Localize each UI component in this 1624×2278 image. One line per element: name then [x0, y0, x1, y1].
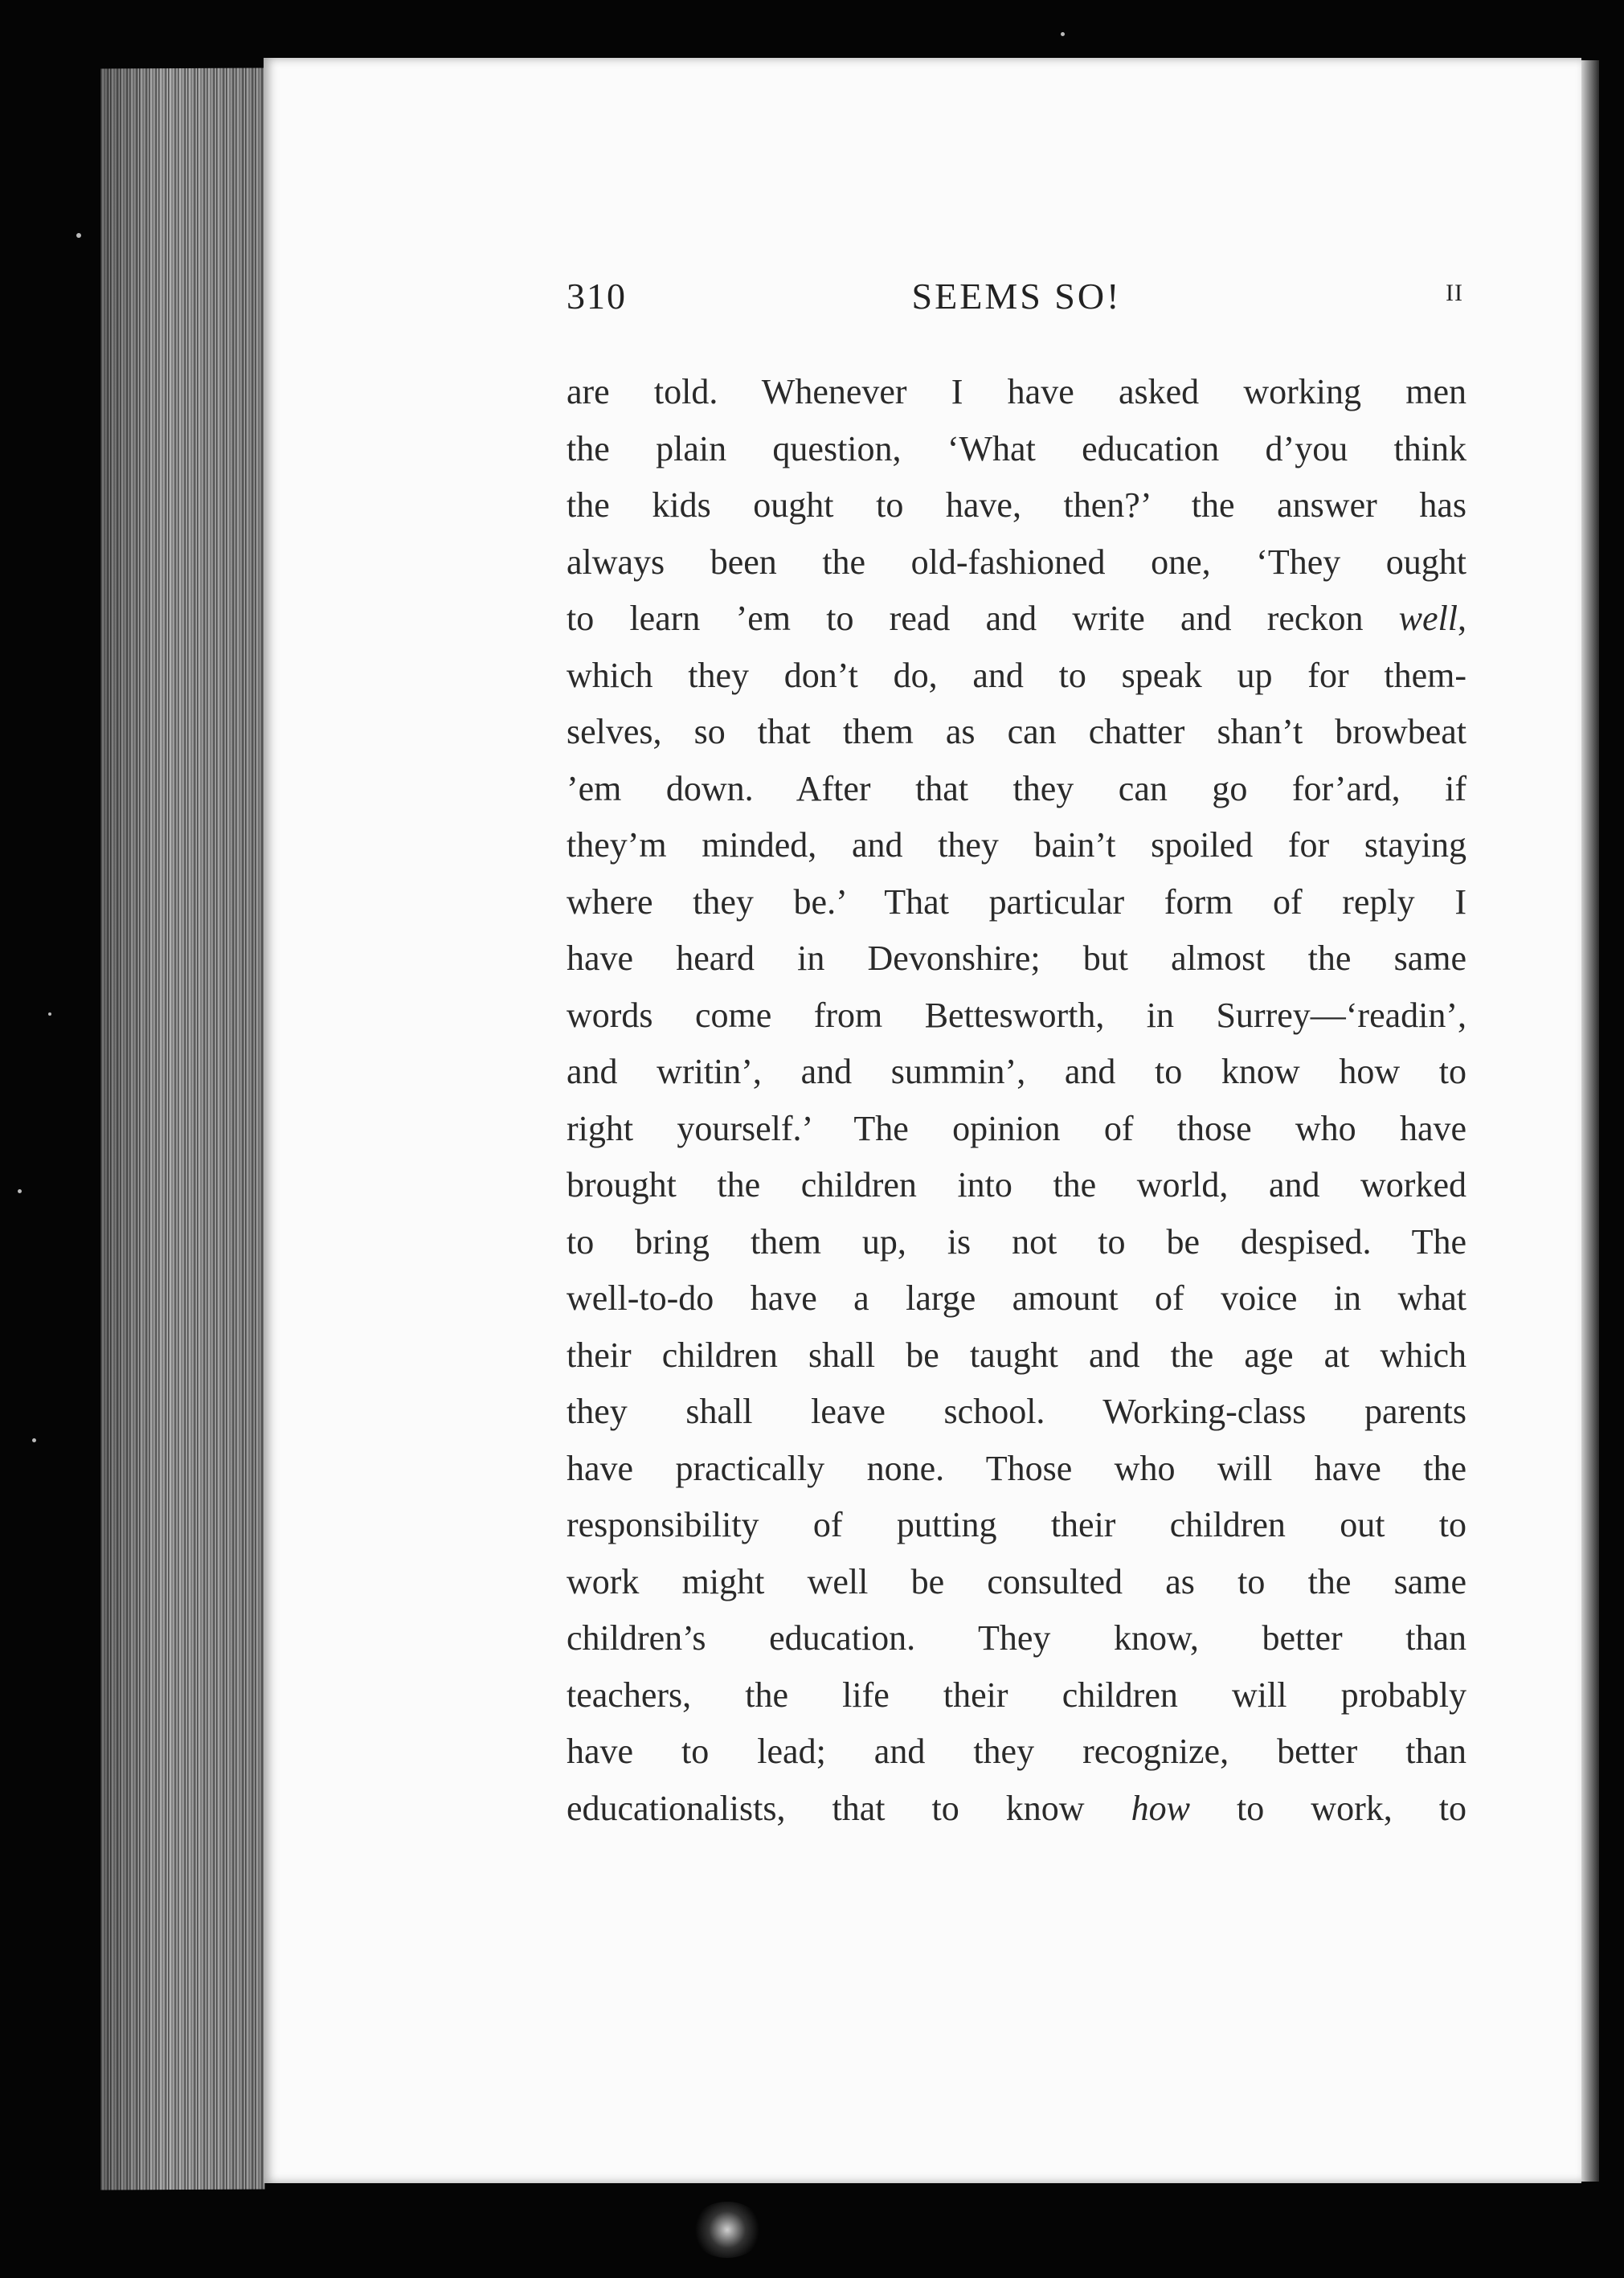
- text-line: the kids ought to have, then?’ the answer has: [567, 485, 1467, 525]
- text-line: to learn ’em to read and write and reckon well,: [567, 599, 1467, 638]
- text-line: well-to-do have a large amount of voice in what: [567, 1278, 1467, 1318]
- text-line: words come from Bettesworth, in Surrey—‘readin’,: [567, 995, 1467, 1035]
- text-line: have practically none. Those who will have the: [567, 1448, 1467, 1488]
- light-glare: [691, 2202, 763, 2258]
- text-line: selves, so that them as can chatter shan’t browbeat: [567, 712, 1467, 751]
- dust-speck: [32, 1438, 36, 1442]
- dust-speck: [76, 233, 81, 238]
- text-line: they’m minded, and they bain’t spoiled for staying: [567, 825, 1467, 865]
- text-line: the plain question, ‘What education d’you think: [567, 428, 1467, 468]
- page-number: 310: [567, 276, 627, 317]
- italic-word: how: [1131, 1788, 1190, 1828]
- text-line: where they be.’ That particular form of reply I: [567, 881, 1467, 922]
- running-head: [567, 275, 1467, 323]
- facing-page-edge: [1581, 60, 1599, 2182]
- text-line: right yourself.’ The opinion of those who have: [567, 1108, 1467, 1148]
- text-line: their children shall be taught and the age at which: [567, 1335, 1467, 1375]
- dust-speck: [1061, 32, 1065, 36]
- text-line: have to lead; and they recognize, better than: [567, 1732, 1467, 1771]
- dust-speck: [18, 1189, 22, 1193]
- text-line: teachers, the life their children will probably: [567, 1675, 1467, 1715]
- text-line: which they don’t do, and to speak up for them-: [567, 655, 1467, 695]
- text-line: ’em down. After that they can go for’ard, if: [567, 768, 1467, 808]
- dust-speck: [48, 1012, 51, 1016]
- text-line: and writin’, and summin’, and to know how to: [567, 1052, 1467, 1091]
- page-block-edge: [100, 67, 265, 2190]
- text-line: they shall leave school. Working-class parents: [567, 1392, 1467, 1431]
- text-line: educationalists, that to know how to work, to: [567, 1788, 1467, 1828]
- text-line: work might well be consulted as to the same: [567, 1561, 1467, 1601]
- text-line: responsibility of putting their children out to: [567, 1505, 1467, 1544]
- chapter-numeral: II: [1446, 280, 1463, 306]
- text-line: always been the old-fashioned one, ‘They ought: [567, 542, 1467, 582]
- text-line: have heard in Devonshire; but almost the same: [567, 939, 1467, 978]
- text-line: are told. Whenever I have asked working men: [567, 372, 1467, 411]
- running-title: SEEMS SO!: [911, 276, 1122, 317]
- text-line: to bring them up, is not to be despised. The: [567, 1221, 1467, 1262]
- italic-word: well: [1398, 599, 1458, 638]
- text-line: brought the children into the world, and worked: [567, 1165, 1467, 1204]
- body-text: [567, 364, 1467, 1837]
- text-line: children’s education. They know, better than: [567, 1618, 1467, 1658]
